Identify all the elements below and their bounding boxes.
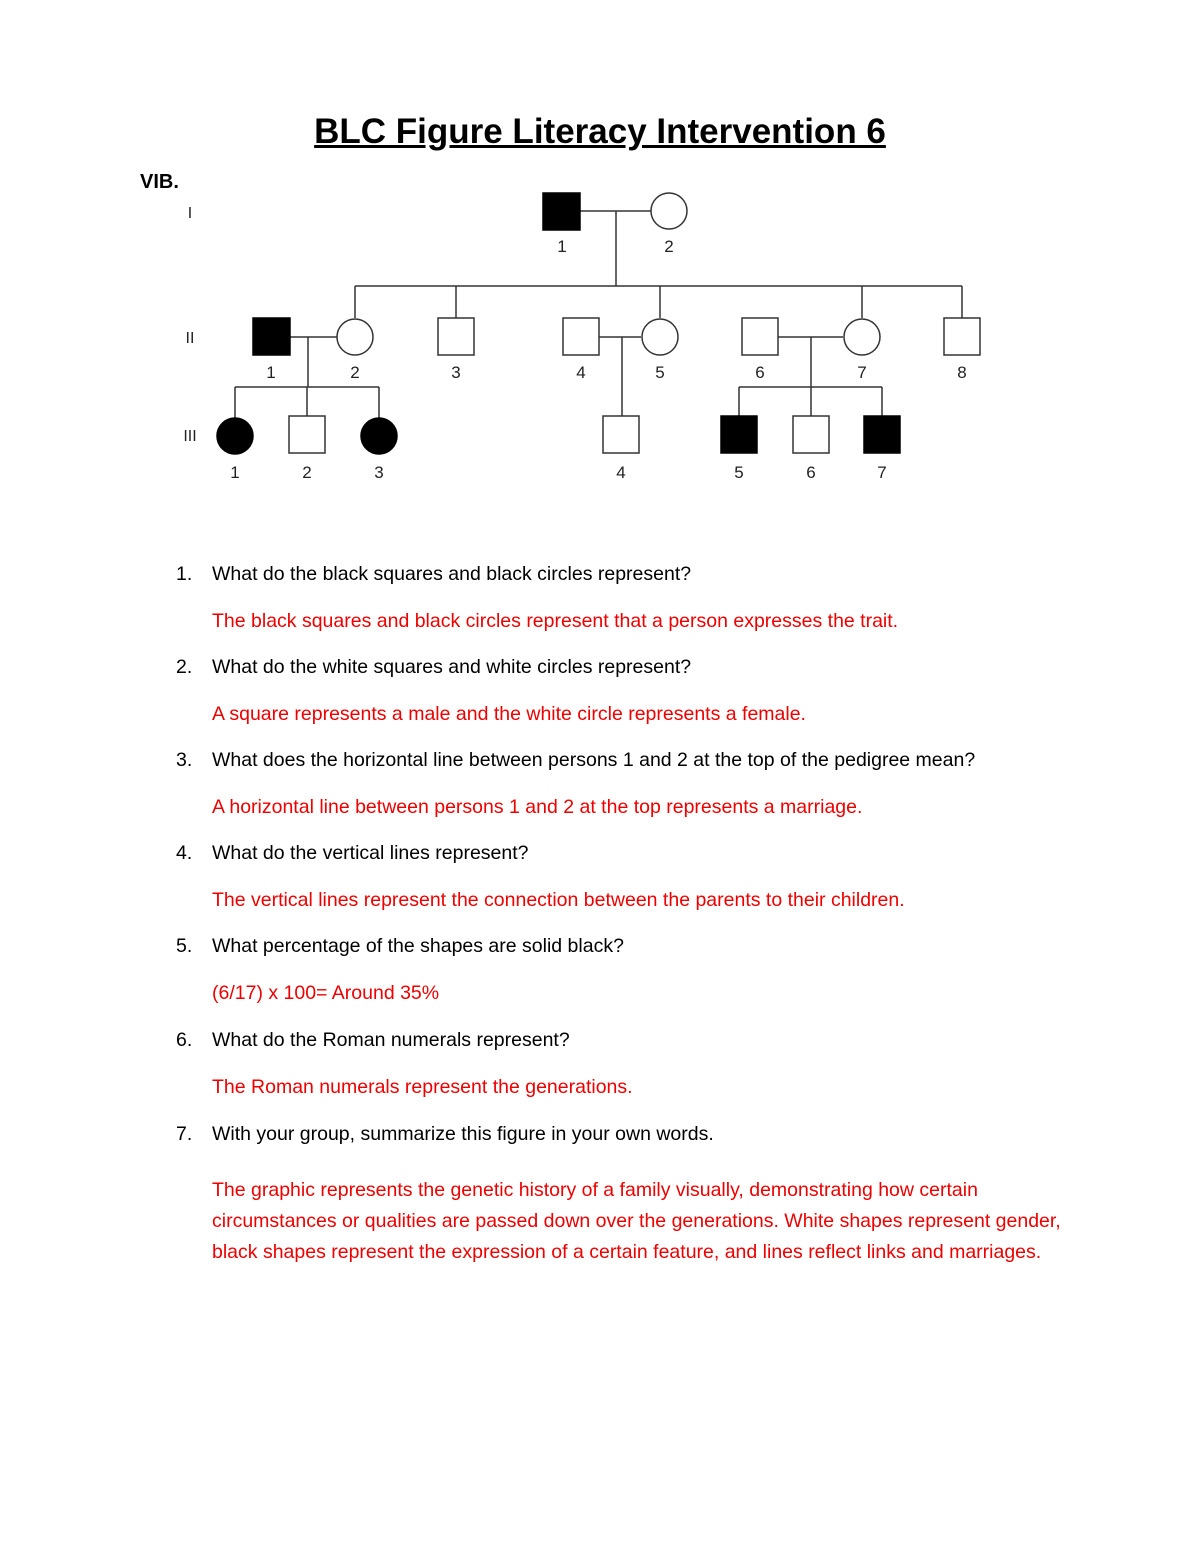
answer-7: The graphic represents the genetic history of a family visually, demonstrating how certain circumstances or qualities are passed down over the generations. White shapes represent gender, black shapes represent the expression of a certain feature, and lines reflect links and marriages. — [212, 1179, 1061, 1263]
individual-number: 6 — [755, 363, 765, 382]
individual-number: 4 — [616, 463, 626, 482]
unaffected-male-II-8 — [944, 318, 980, 355]
affected-male-II-1 — [253, 318, 290, 355]
question-4 — [176, 842, 529, 865]
generation-numeral: I — [187, 205, 193, 222]
unaffected-male-III-4 — [603, 416, 639, 453]
affected-male-III-5 — [721, 416, 757, 453]
individual-number: 8 — [957, 363, 967, 382]
individual-number: 1 — [557, 237, 567, 256]
answer-4: The vertical lines represent the connection between the parents to their children. — [212, 889, 905, 911]
individual-number: 7 — [857, 363, 867, 382]
question-number: 2. — [176, 656, 193, 678]
unaffected-male-II-6 — [742, 318, 778, 355]
question-number: 5. — [176, 935, 193, 957]
question-5 — [176, 935, 624, 958]
question-6 — [176, 1029, 570, 1052]
unaffected-female-II-7 — [844, 319, 880, 355]
question-number: 6. — [176, 1029, 193, 1051]
question-text: What do the vertical lines represent? — [212, 842, 529, 864]
question-7 — [176, 1123, 714, 1146]
individual-number: 3 — [374, 463, 384, 482]
question-text: What do the black squares and black circles represent? — [212, 563, 692, 585]
question-number: 7. — [176, 1123, 193, 1145]
affected-male-III-7 — [864, 416, 900, 453]
individual-number: 3 — [451, 363, 461, 382]
answer-1: The black squares and black circles represent that a person expresses the trait. — [212, 610, 899, 632]
unaffected-female-I-2 — [651, 193, 687, 229]
question-number: 3. — [176, 749, 193, 771]
individual-number: 2 — [664, 237, 674, 256]
question-text: With your group, summarize this figure in your own words. — [212, 1123, 714, 1145]
unaffected-male-II-3 — [438, 318, 474, 355]
unaffected-male-III-6 — [793, 416, 829, 453]
affected-female-III-1 — [217, 418, 253, 454]
individual-number: 2 — [302, 463, 312, 482]
individual-number: 4 — [576, 363, 586, 382]
individual-number: 1 — [266, 363, 276, 382]
individual-number: 6 — [806, 463, 816, 482]
unaffected-male-II-4 — [563, 318, 599, 355]
pedigree-chart — [0, 0, 1200, 500]
unaffected-male-III-2 — [289, 416, 325, 453]
affected-male-I-1 — [543, 193, 580, 230]
answer-2: A square represents a male and the white circle represents a female. — [212, 703, 806, 725]
question-text: What do the Roman numerals represent? — [212, 1029, 570, 1051]
unaffected-female-II-2 — [337, 319, 373, 355]
question-2 — [176, 656, 691, 679]
question-3 — [176, 749, 975, 772]
generation-numeral: II — [185, 330, 195, 347]
question-text: What do the white squares and white circles represent? — [212, 656, 692, 678]
pedigree-lines — [235, 211, 962, 418]
individual-number: 5 — [655, 363, 665, 382]
answer-5: (6/17) x 100= Around 35% — [212, 982, 440, 1004]
section-label: VIB. — [140, 171, 179, 193]
individual-number: 7 — [877, 463, 887, 482]
individual-number: 1 — [230, 463, 240, 482]
question-number: 4. — [176, 842, 193, 864]
unaffected-female-II-5 — [642, 319, 678, 355]
question-number: 1. — [176, 563, 193, 585]
question-text: What percentage of the shapes are solid black? — [212, 935, 624, 957]
page-title: BLC Figure Literacy Intervention 6 — [314, 112, 886, 151]
affected-female-III-3 — [361, 418, 397, 454]
individual-number: 2 — [350, 363, 360, 382]
generation-numeral: III — [183, 428, 197, 445]
question-1 — [176, 563, 691, 586]
individual-number: 5 — [734, 463, 744, 482]
question-text: What does the horizontal line between persons 1 and 2 at the top of the pedigree mean? — [212, 749, 976, 771]
answer-6: The Roman numerals represent the generations. — [212, 1076, 633, 1098]
answer-3: A horizontal line between persons 1 and 2 at the top represents a marriage. — [212, 796, 863, 818]
